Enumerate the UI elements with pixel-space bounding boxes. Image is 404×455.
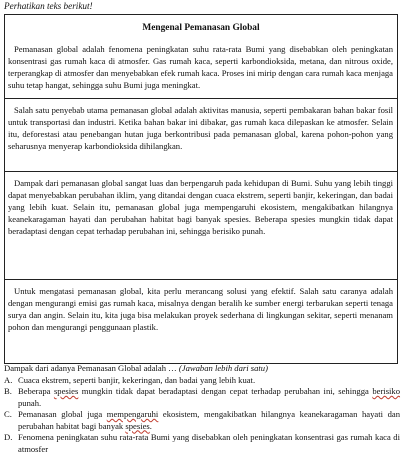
option-letter: A. — [4, 374, 13, 385]
question-block — [4, 363, 400, 455]
paragraph-divider — [5, 171, 397, 172]
option-text-part: punah. — [18, 397, 42, 408]
option-text-part: Pemanasan global juga — [18, 409, 107, 419]
option-letter: B. — [4, 386, 12, 396]
option-text — [18, 409, 400, 432]
answer-option-b[interactable] — [4, 386, 400, 409]
spellcheck-marked-word: spesies — [125, 420, 150, 431]
option-text-part: . — [149, 420, 152, 431]
question-stem — [4, 363, 400, 375]
passage-paragraph-4: Untuk mengatasi pemanasan global, kita perlu merancang solusi yang efektif. Salah satu caranya adalah dengan mengurangi emisi gas rumah kaca, misalnya dengan beralih ke sumber energi terbarukan seperti tenaga surya dan angin. Selain itu, kita juga bisa melakukan proyek sederhana di lingkungan sekitar, seperti menanam pohon dan mengurangi penggunaan plastik. — [8, 286, 393, 333]
spellcheck-marked-word: spesies — [53, 386, 79, 396]
instruction-text: Perhatikan teks berikut! — [4, 1, 93, 11]
question-stem-text: Dampak dari adanya Pemanasan Global adalah … — [4, 363, 179, 373]
paragraph-divider — [5, 279, 397, 280]
option-text — [18, 386, 400, 409]
option-text: Fenomena peningkatan suhu rata-rata Bumi yang disebabkan oleh peningkatan konsentrasi gas rumah kaca di atmosfer — [18, 432, 400, 454]
passage-title: Mengenal Pemanasan Global — [142, 23, 260, 33]
passage-paragraph-1: Pemanasan global adalah fenomena peningkatan suhu rata-rata Bumi yang disebabkan oleh peningkatan konsentrasi gas rumah kaca di atmosfer. Gas rumah kaca, seperti karbondioksida, metana, dan nitrous oxide, terperangkap di atmosfer dan menyebabkan efek rumah kaca. Proses ini mirip dengan cara rumah kaca menjaga suhu tetap hangat, sehingga suhu Bumi juga meningkat. — [8, 44, 393, 91]
option-letter: D. — [4, 432, 13, 442]
reading-passage-box — [4, 14, 398, 364]
passage-paragraph-3: Dampak dari pemanasan global sangat luas dan berpengaruh pada kehidupan di Bumi. Suhu yang lebih tinggi dapat menyebabkan perubahan iklim, yang ditandai dengan cuaca ekstrem, seperti banjir, kekeringan, dan badai yang lebih kuat. Selain itu, pemanasan global juga mempengaruhi ekosistem, mengakibatkan hilangnya keanekaragaman hayati dan perubahan habitat bagi banyak spesies. Beberapa spesies mungkin tidak dapat beradaptasi dengan cepat terhadap perubahan ini, sehingga berisiko punah. — [8, 178, 393, 237]
spellcheck-marked-word: mempengaruhi — [106, 409, 159, 419]
question-hint: (Jawaban lebih dari satu) — [178, 363, 268, 373]
paragraph-divider — [5, 98, 397, 99]
answer-option-c[interactable] — [4, 409, 400, 432]
answer-option-d[interactable] — [4, 432, 400, 455]
option-letter: C. — [4, 409, 12, 419]
option-text-part: mungkin tidak dapat beradaptasi dengan cepat terhadap perubahan ini, sehingga — [78, 386, 373, 396]
spellcheck-marked-word: berisiko — [372, 386, 401, 396]
answer-option-a[interactable] — [4, 375, 400, 387]
option-text: Cuaca ekstrem, seperti banjir, kekeringan, dan badai yang lebih kuat. — [18, 374, 256, 385]
option-text-part: Beberapa — [18, 386, 54, 396]
option-text-part: ekosistem, mengakibatkan hilangnya keanekaragaman hayati dan perubahan habitat bagi banyak — [18, 409, 400, 431]
passage-paragraph-2: Salah satu penyebab utama pemanasan global adalah aktivitas manusia, seperti pembakaran bahan bakar fosil untuk transportasi dan industri. Ketika bahan bakar ini dibakar, gas rumah kaca dilepaskan ke atmosfer. Selain itu, deforestasi atau penebangan hutan juga berkontribusi pada pemanasan global, karena pohon-pohon yang seharusnya menyerap karbondioksida dihilangkan. — [8, 105, 393, 152]
